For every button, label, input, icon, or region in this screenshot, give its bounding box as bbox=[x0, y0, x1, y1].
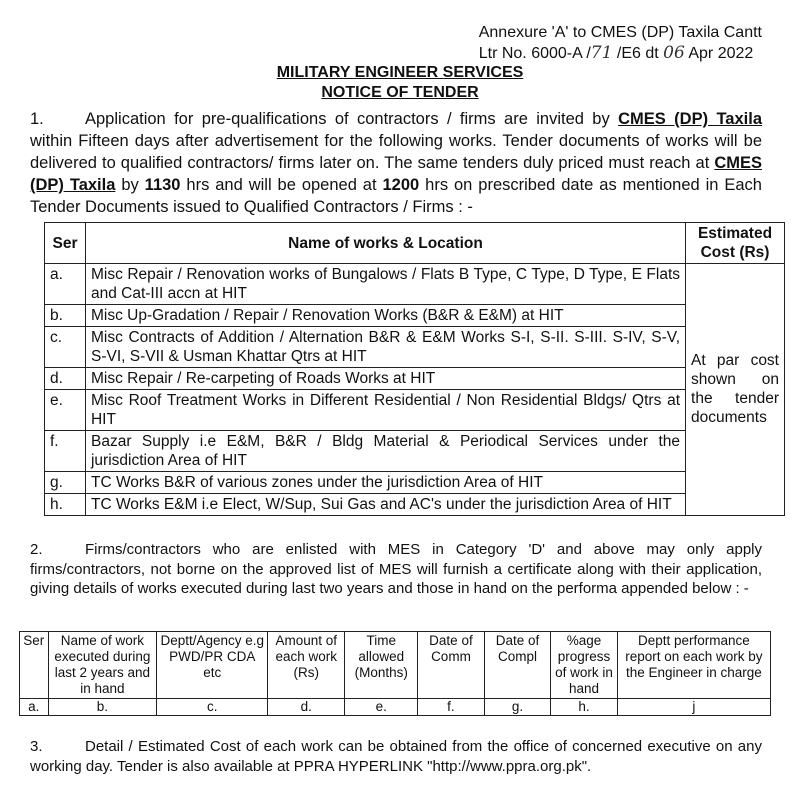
performa-header: Time allowed (Months) bbox=[345, 632, 418, 699]
row-ser: c. bbox=[45, 327, 86, 368]
paragraph-2 bbox=[30, 540, 762, 599]
table-row bbox=[45, 472, 785, 494]
notice-title: NOTICE OF TENDER bbox=[321, 84, 479, 101]
performa-code: c. bbox=[157, 699, 268, 716]
row-name: Misc Repair / Re-carpeting of Roads Works at HIT bbox=[85, 368, 685, 390]
performa-code: e. bbox=[345, 699, 418, 716]
para-number: 3. bbox=[30, 738, 43, 755]
row-ser: h. bbox=[45, 494, 86, 516]
annexure-reference bbox=[479, 22, 762, 64]
para-text: within Fifteen days after advertisement for the following works. Tender documents of works will be delivered to qualified contractors/ firms later on. The same tenders duly priced must reach at bbox=[30, 132, 762, 172]
para-text: hrs and will be opened at bbox=[180, 176, 383, 194]
handwritten-date-day: 06 bbox=[663, 43, 685, 63]
performa-header: Date of Compl bbox=[484, 632, 551, 699]
row-name: Bazar Supply i.e E&M, B&R / Bldg Material & Periodical Services under the jurisdiction Area of HIT bbox=[85, 431, 685, 472]
performa-header: Date of Comm bbox=[418, 632, 485, 699]
row-name: TC Works B&R of various zones under the jurisdiction Area of HIT bbox=[85, 472, 685, 494]
opening-time: 1200 bbox=[382, 176, 420, 194]
table-row bbox=[45, 431, 785, 472]
row-ser: f. bbox=[45, 431, 86, 472]
org-name: CMES (DP) Taxila bbox=[30, 154, 762, 194]
cost-note: At par cost shown on the tender documents bbox=[686, 264, 785, 516]
header-name: Name of works & Location bbox=[85, 223, 685, 264]
submission-time: 1130 bbox=[144, 176, 181, 194]
performa-code: a. bbox=[20, 699, 49, 716]
paragraph-3 bbox=[30, 737, 762, 776]
para-text: Detail / Estimated Cost of each work can be obtained from the office of concerned executive on any working day. Tender is also available at PPRA HYPERLINK "http://www.ppra.org.pk". bbox=[30, 738, 762, 775]
performa-header: Name of work executed during last 2 years and in hand bbox=[48, 632, 157, 699]
annexure-line-2 bbox=[479, 43, 762, 64]
row-ser: e. bbox=[45, 390, 86, 431]
row-name: Misc Contracts of Addition / Alternation B&R & E&M Works S-I, S-II. S-III. S-IV, S-V, S-VI, S-VII & Usman Khattar Qtrs at HIT bbox=[85, 327, 685, 368]
performa-header: Ser bbox=[20, 632, 49, 699]
row-name: Misc Roof Treatment Works in Different Residential / Non Residential Bldgs/ Qtrs at HIT bbox=[85, 390, 685, 431]
performa-header-row bbox=[20, 632, 771, 699]
header-cost: Estimated Cost (Rs) bbox=[686, 223, 785, 264]
table-row bbox=[45, 327, 785, 368]
header-ser: Ser bbox=[45, 223, 86, 264]
para-number: 1. bbox=[30, 110, 44, 128]
row-name: TC Works E&M i.e Elect, W/Sup, Sui Gas and AC's under the jurisdiction Area of HIT bbox=[85, 494, 685, 516]
performa-code: b. bbox=[48, 699, 157, 716]
table-row bbox=[45, 264, 785, 305]
para-text: Application for pre-qualifications of contractors / firms are invited by bbox=[85, 110, 619, 128]
performa-header: Deptt/Agency e.g PWD/PR CDA etc bbox=[157, 632, 268, 699]
works-table bbox=[44, 222, 785, 516]
row-ser: a. bbox=[45, 264, 86, 305]
performa-code: j bbox=[617, 699, 770, 716]
performa-code-row bbox=[20, 699, 771, 716]
table-row bbox=[45, 494, 785, 516]
letter-suffix: Apr 2022 bbox=[684, 45, 754, 62]
org-title: MILITARY ENGINEER SERVICES bbox=[276, 64, 524, 81]
letter-mid: /E6 dt bbox=[612, 45, 664, 62]
table-row bbox=[45, 305, 785, 327]
row-ser: d. bbox=[45, 368, 86, 390]
works-header-row bbox=[45, 223, 785, 264]
performa-header: Deptt performance report on each work by the Engineer in charge bbox=[617, 632, 770, 699]
handwritten-letter-number: 71 bbox=[590, 43, 613, 63]
para-text: hrs on prescribed date as mentioned in Each Tender Documents issued to Qualified Contractors / Firms : - bbox=[30, 176, 762, 216]
performa-table bbox=[19, 631, 771, 716]
row-name: Misc Repair / Renovation works of Bungalows / Flats B Type, C Type, D Type, E Flats and Cat-III accn at HIT bbox=[85, 264, 685, 305]
org-name: CMES (DP) Taxila bbox=[618, 110, 762, 128]
letter-prefix: Ltr No. 6000-A / bbox=[478, 45, 591, 62]
row-ser: g. bbox=[45, 472, 86, 494]
annexure-line-1: Annexure 'A' to CMES (DP) Taxila Cantt bbox=[478, 24, 762, 41]
performa-header: %age progress of work in hand bbox=[551, 632, 618, 699]
performa-code: h. bbox=[551, 699, 618, 716]
table-row bbox=[45, 368, 785, 390]
table-row bbox=[45, 390, 785, 431]
performa-code: g. bbox=[484, 699, 551, 716]
para-text: by bbox=[115, 176, 145, 194]
performa-code: f. bbox=[418, 699, 485, 716]
row-name: Misc Up-Gradation / Repair / Renovation Works (B&R & E&M) at HIT bbox=[85, 305, 685, 327]
performa-header: Amount of each work (Rs) bbox=[268, 632, 345, 699]
performa-code: d. bbox=[268, 699, 345, 716]
row-ser: b. bbox=[45, 305, 86, 327]
paragraph-1 bbox=[30, 108, 762, 218]
para-text: Firms/contractors who are enlisted with MES in Category 'D' and above may only apply firms/contractors, not borne on the approved list of MES will furnish a certificate along with their application, giving details of works executed during last two years and those in hand on the performa appended below : - bbox=[30, 541, 762, 597]
para-number: 2. bbox=[30, 541, 43, 558]
